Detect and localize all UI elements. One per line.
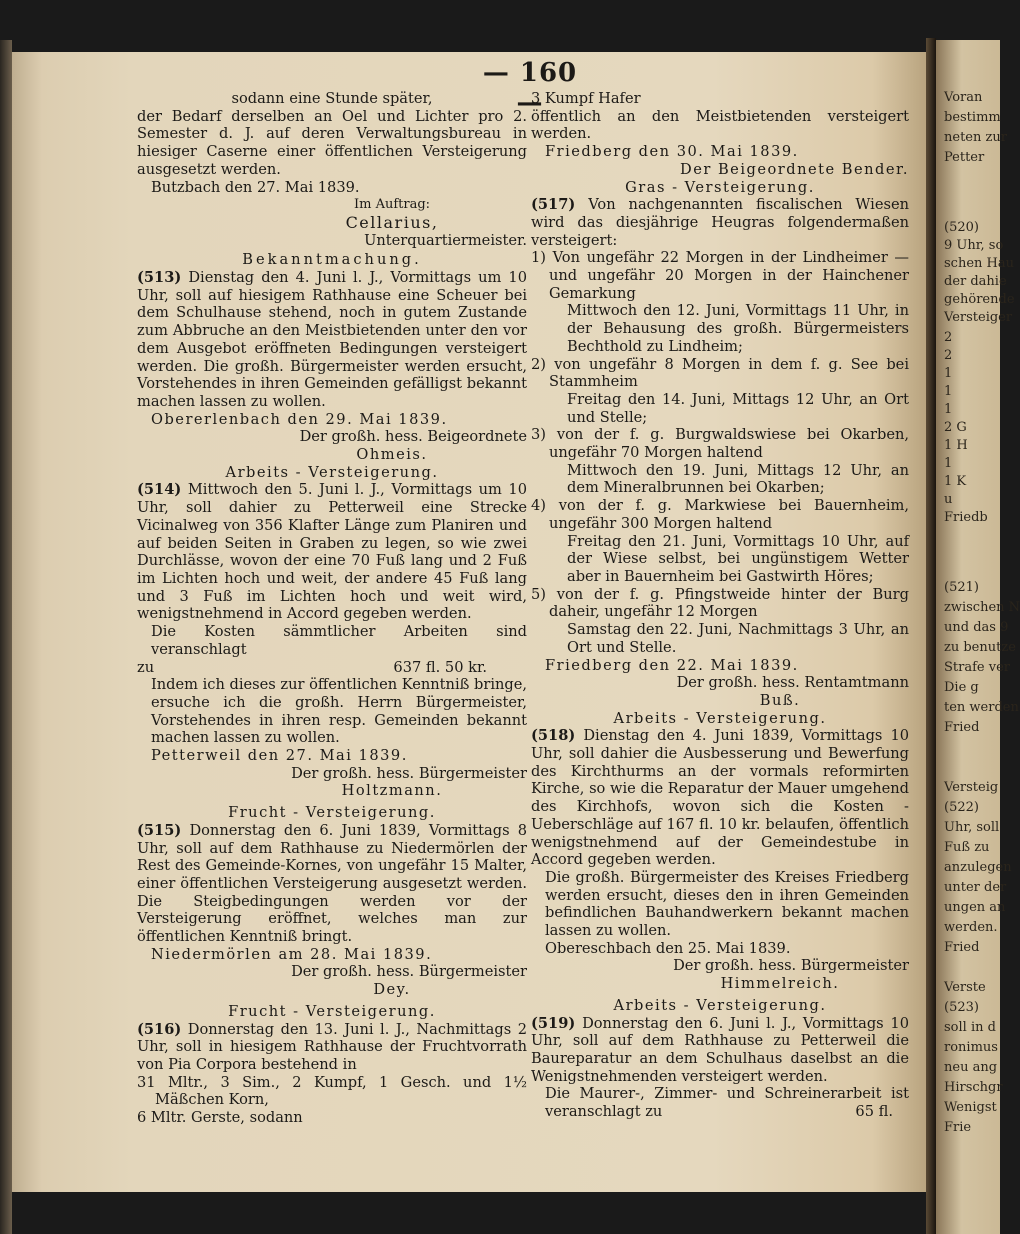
cost-value: 637 fl. 50 kr. xyxy=(393,658,487,676)
next-page-fragment: 2 xyxy=(944,348,953,363)
place-date: Butzbach den 27. Mai 1839. xyxy=(151,178,360,196)
next-page-fragment: 1 K xyxy=(944,474,967,489)
next-page-fragment: Fuß zu xyxy=(944,840,990,855)
next-page-sliver xyxy=(936,40,1020,1234)
list-item: 3) von der f. g. Burgwaldswiese bei Okarben, ungefähr 70 Morgen haltend xyxy=(531,426,909,462)
next-page-fragment: neu ang xyxy=(944,1060,998,1075)
next-page-fragment: soll in d xyxy=(944,1020,996,1035)
text-line: sodann eine Stunde später, xyxy=(231,90,433,107)
left-page-edges xyxy=(0,40,12,1234)
paragraph: Die Kosten sämmtlicher Arbeiten sind veranschlagt xyxy=(151,623,527,658)
list-line: 31 Mltr., 3 Sim., 2 Kumpf, 1 Gesch. und 1½ Mäßchen Korn, xyxy=(137,1073,527,1109)
notice-text: Donnerstag den 6. Juni 1839, Vormittags 8 Uhr, soll auf dem Rathhause zu Niedermörlen der Rest des Gemeinde-Kornes, von ungefähr 15 Malter, einer öffentlichen Versteigerung ausgesetzt werden. Die Steigbedingungen werden vor der Versteigerung eröffnet, welches man zur öffentlichen Kenntniß bringt. xyxy=(137,821,528,946)
cost-line xyxy=(531,1085,909,1120)
next-page-fragment: (520) xyxy=(944,220,979,235)
next-page-fragment: unter der xyxy=(944,880,1007,895)
notice-heading: Frucht - Versteigerung. xyxy=(228,804,436,822)
notice-text: Mittwoch den 5. Juni l. J., Vormittags um 10 Uhr, soll dahier zu Petterweil eine Strecke Vicinalweg von 356 Klafter Länge zum Planiren und auf beiden Seiten in Graben zu legen, so wie zwei Durchlässe, wovon der eine 70 Fuß lang und 2 Fuß im Lichten hoch und weit, der andere 45 Fuß lang und 3 Fuß im Lichten hoch und weit wird, wenigstnehmend in Accord gegeben werden. xyxy=(137,481,528,623)
book-gutter xyxy=(926,38,936,1234)
place-date: Friedberg den 30. Mai 1839. xyxy=(545,143,799,161)
place-date: Obereschbach den 25. Mai 1839. xyxy=(545,939,791,957)
notice-number: (519) xyxy=(531,1014,576,1032)
next-page-fragment: Friedb xyxy=(944,510,988,525)
text-line: 3 Kumpf Hafer xyxy=(531,90,641,107)
paragraph: Die großh. Bürgermeister des Kreises Friedberg werden ersucht, dieses den in ihren Gemeinden befindlichen Bauhandwerkern bekannt machen lassen zu wollen. xyxy=(545,868,909,940)
next-page-fragment: schen Hau xyxy=(944,256,1014,271)
next-page-fragment: Versteig xyxy=(944,780,999,795)
next-page-fragment: 9 Uhr, so xyxy=(944,238,1004,253)
signature-title: Der großh. hess. Beigeordnete xyxy=(299,428,527,446)
next-page-fragment: Frie xyxy=(944,1120,972,1135)
next-page-fragment: 1 xyxy=(944,456,953,471)
place-date: Niedermörlen am 28. Mai 1839. xyxy=(151,945,433,963)
place-date: Petterweil den 27. Mai 1839. xyxy=(151,747,408,765)
page-number: — 160 — xyxy=(482,58,578,118)
notice-number: (514) xyxy=(137,481,182,499)
notice-number: (515) xyxy=(137,821,182,839)
next-page-fragment: neten zur xyxy=(944,130,1007,145)
next-page-fragment: Petter xyxy=(944,150,985,165)
paragraph: der Bedarf derselben an Oel und Lichter pro 2. Semester d. J. auf deren Verwaltungsbureau in hiesiger Caserne einer öffentlichen Versteigerung ausgesetzt werden. xyxy=(137,107,527,178)
signature-title: Unterquartiermeister. xyxy=(364,231,527,249)
list-item-detail: Freitag den 21. Juni, Vormittags 10 Uhr, auf der Wiese selbst, bei ungünstigem Wetter aber in Bauernheim bei Gastwirth Höres; xyxy=(567,532,909,585)
signature-name: Dey. xyxy=(373,981,411,999)
list-item: 2) von ungefähr 8 Morgen in dem f. g. See bei Stammheim xyxy=(531,355,909,391)
next-page-fragment: anzulegen xyxy=(944,860,1012,875)
next-page-fragment: Wenigst xyxy=(944,1100,997,1115)
right-column xyxy=(531,90,909,1121)
notice-519 xyxy=(531,1015,909,1086)
next-page-fragment: 1 xyxy=(944,384,953,399)
next-page-fragment: zwischen N xyxy=(944,600,1020,615)
notice-heading: Frucht - Versteigerung. xyxy=(228,1002,436,1020)
notice-heading: Arbeits - Versteigerung. xyxy=(613,709,827,727)
next-page-fragment: 1 xyxy=(944,366,953,381)
next-page-fragment: 1 xyxy=(944,402,953,417)
next-page-fragment: Verste xyxy=(944,980,986,995)
list-item-detail: Mittwoch den 19. Juni, Mittags 12 Uhr, an dem Mineralbrunnen bei Okarben; xyxy=(567,461,909,497)
notice-513 xyxy=(137,269,527,411)
next-page-fragment: 2 G xyxy=(944,420,967,435)
next-page-fragment: Strafe ver xyxy=(944,660,1010,675)
next-page-fragment: Uhr, soll xyxy=(944,820,1000,835)
next-page-fragment: Fried xyxy=(944,720,980,735)
next-page-fragment: Versteiger xyxy=(944,310,1013,325)
next-page-fragment: werden. xyxy=(944,920,998,935)
signature-name: Cellarius, xyxy=(345,212,439,232)
signature-title: Der großh. hess. Bürgermeister xyxy=(291,764,527,782)
list-item: 4) von der f. g. Markwiese bei Bauernheim, ungefähr 300 Morgen haltend xyxy=(531,497,909,532)
notice-514 xyxy=(137,481,527,623)
next-page-fragment: bestimm xyxy=(944,110,1001,125)
notice-number: (513) xyxy=(137,269,182,287)
cost-value: 65 fl. xyxy=(855,1103,893,1121)
next-page-fragment: ten werden xyxy=(944,700,1019,715)
list-item-detail: Samstag den 22. Juni, Nachmittags 3 Uhr, an Ort und Stelle. xyxy=(567,621,909,656)
notice-516 xyxy=(137,1021,527,1074)
paragraph: Indem ich dieses zur öffentlichen Kenntniß bringe, ersuche ich die großh. Herrn Bürgermeister, Vorstehendes in ihren resp. Gemeinden bekannt machen lassen zu wollen. xyxy=(151,676,528,747)
next-page-fragment: 2 xyxy=(944,330,953,345)
notice-text: Donnerstag den 6. Juni l. J., Vormittags 10 Uhr, soll auf dem Rathhause zu Petterweil die Baureparatur an dem Schulhaus daselbst an die Wenigstnehmenden versteigert werden. xyxy=(531,1014,910,1085)
notice-517 xyxy=(531,196,909,249)
signature-name: Buß. xyxy=(759,691,801,709)
next-page-fragment: ungen an xyxy=(944,900,1006,915)
cost-prefix: Die Maurer-, Zimmer- und Schreinerarbeit ist veranschlagt zu xyxy=(545,1085,909,1121)
signature-title: Der großh. hess. Bürgermeister xyxy=(673,957,909,975)
notice-heading: Bekanntmachung. xyxy=(242,251,422,269)
notice-515 xyxy=(137,822,527,946)
next-page-fragment: Die g xyxy=(944,680,979,695)
next-page-fragment: ronimus xyxy=(944,1040,998,1055)
notice-text: Donnerstag den 13. Juni l. J., Nachmittags 2 Uhr, soll in hiesigem Rathhause der Fruchtvorrath von Pia Corpora bestehend in xyxy=(137,1020,527,1073)
signature-title: Der großh. hess. Rentamtmann xyxy=(676,674,909,692)
next-page-fragment: (522) xyxy=(944,800,979,815)
text-line: öffentlich an den Meistbietenden versteigert werden. xyxy=(531,107,909,143)
next-page-fragment: zu benutze xyxy=(944,640,1016,655)
left-column xyxy=(137,90,527,1127)
place-date: Obererlenbach den 29. Mai 1839. xyxy=(151,410,448,428)
list-item: 5) von der f. g. Pfingstweide hinter der Burg daheir, ungefähr 12 Morgen xyxy=(531,585,909,621)
next-page-fragment: 1 H xyxy=(944,438,968,453)
cost-line xyxy=(137,659,527,677)
signature-title: Der Beigeordnete Bender. xyxy=(680,160,909,178)
list-item-detail: Freitag den 14. Juni, Mittags 12 Uhr, an Ort und Stelle; xyxy=(567,390,909,426)
notice-heading: Arbeits - Versteigerung. xyxy=(225,463,439,481)
notice-text: Von nachgenannten fiscalischen Wiesen wird das diesjährige Heugras folgendermaßen versteigert: xyxy=(531,196,909,249)
signature-title: Der großh. hess. Bürgermeister xyxy=(291,963,527,981)
notice-heading: Arbeits - Versteigerung. xyxy=(613,996,827,1014)
next-page-fragment: Hirschgr xyxy=(944,1080,1003,1095)
next-page-fragment: gehörende xyxy=(944,292,1015,307)
list-item-detail: Mittwoch den 12. Juni, Vormittags 11 Uhr, in der Behausung des großh. Bürgermeisters Bechthold zu Lindheim; xyxy=(567,302,909,355)
signature-name: Ohmeis. xyxy=(356,446,428,464)
next-page-fragment: u xyxy=(944,492,953,507)
list-item: 1) Von ungefähr 22 Morgen in der Lindheimer — und ungefähr 20 Morgen in der Hainchener Gemarkung xyxy=(531,249,909,302)
next-page-fragment: (523) xyxy=(944,1000,979,1015)
next-page-fragment: Fried xyxy=(944,940,980,955)
notice-number: (518) xyxy=(531,727,576,745)
notice-heading: Gras - Versteigerung. xyxy=(625,178,815,196)
notice-number: (516) xyxy=(137,1020,182,1038)
notice-text: Dienstag den 4. Juni l. J., Vormittags um 10 Uhr, soll auf hiesigem Rathhause eine Scheuer bei dem Schulhause stehend, noch in gutem Zustande zum Abbruche an den Meistbietenden unter den vor dem Ausgebot eröffneten Bedingungen versteigert werden. Die großh. Bürgermeister werden ersucht, Vorstehendes in ihren Gemeinden gefälligst bekannt machen lassen zu wollen. xyxy=(137,269,528,410)
cost-prefix: zu xyxy=(137,658,155,676)
signature-name: Himmelreich. xyxy=(720,975,840,993)
notice-text: Dienstag den 4. Juni 1839, Vormittags 10 Uhr, soll dahier die Ausbesserung und Bewerfung des Kirchthurms an der vormals reformirten Kirche, so wie die Reparatur der Mauer umgehend des Kirchhofs, wovon sich die Kosten - Ueberschläge auf 167 fl. 10 kr. belaufen, öffentlich wenigstnehmend auf der Gemeindestube in Accord gegeben werden. xyxy=(531,727,910,869)
place-date: Friedberg den 22. Mai 1839. xyxy=(545,656,799,674)
next-page-fragment: (521) xyxy=(944,580,979,595)
notice-number: (517) xyxy=(531,196,576,214)
signature-name: Holtzmann. xyxy=(341,782,443,800)
next-page-fragment: Voran xyxy=(944,90,983,105)
list-line: 6 Mltr. Gerste, sodann xyxy=(137,1109,303,1127)
next-page-fragment: und das 9 xyxy=(944,620,1009,635)
signature-note: Im Auftrag: xyxy=(353,197,431,213)
notice-518 xyxy=(531,727,909,869)
next-page-fragment: der dahie xyxy=(944,274,1007,289)
